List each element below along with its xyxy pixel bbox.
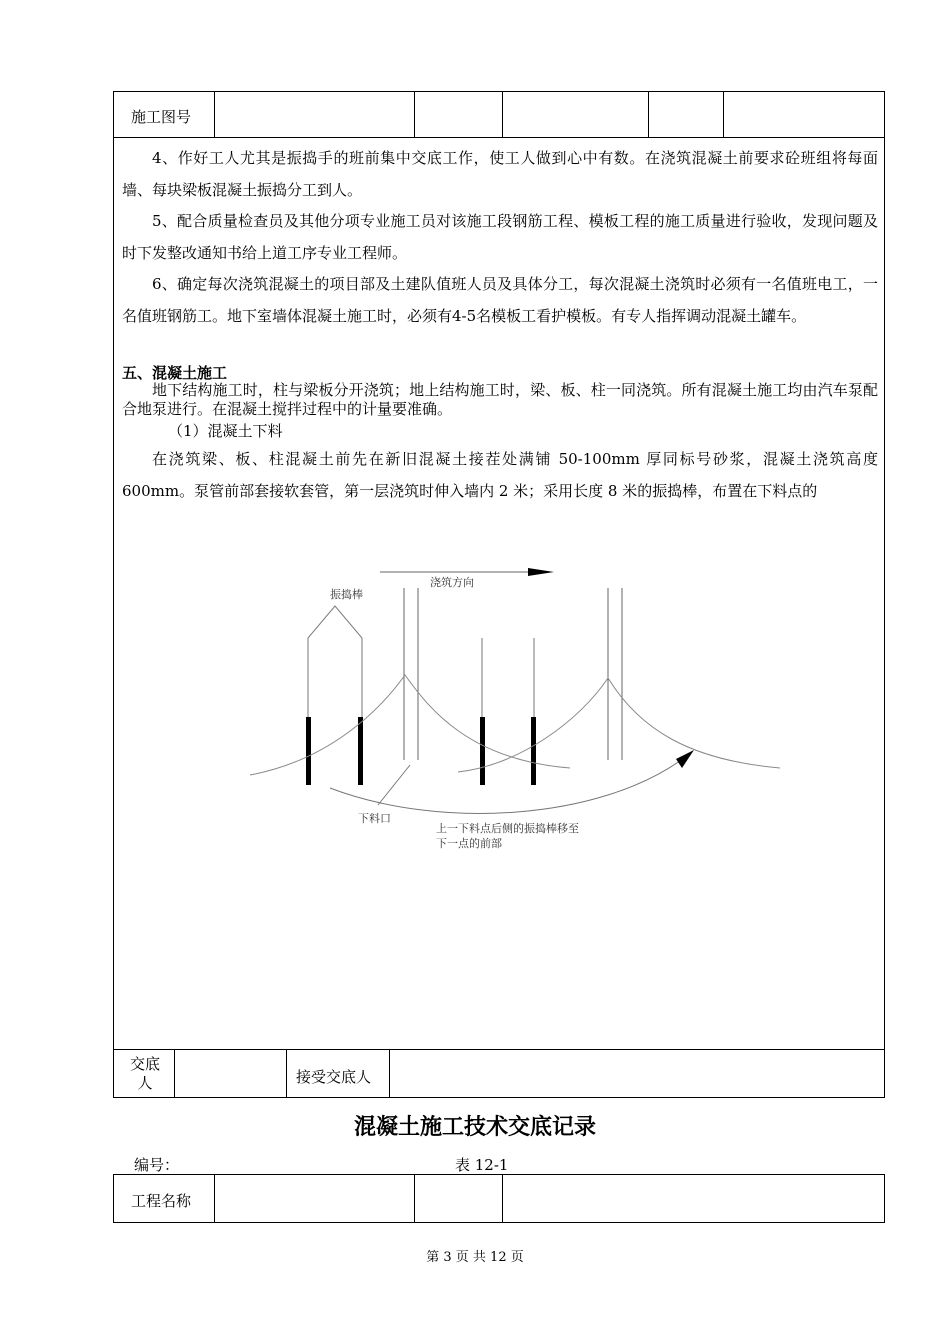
page-footer: 第 3 页 共 12 页: [426, 1250, 524, 1265]
header-divider: [214, 91, 215, 138]
table-number: 表 12-1: [455, 1156, 509, 1174]
receiver-label: 接受交底人: [296, 1068, 372, 1086]
form-title: 混凝土施工技术交底记录: [353, 1115, 596, 1140]
project-name-label: 工程名称: [131, 1192, 192, 1210]
project-divider: [214, 1174, 215, 1223]
subsection-1-body: 在浇筑梁、板、柱混凝土前先在新旧混凝土接茬处满铺 50-100mm 厚同标号砂浆，混凝土浇筑高度 600mm。泵管前部套接软套管，第一层浇筑时伸入墙内 2 米；采用长度 8 米的振捣棒，布置在下料点的: [122, 450, 878, 500]
note-line-2: 下一点的前部: [436, 837, 502, 850]
header-divider: [723, 91, 724, 138]
signature-divider: [389, 1049, 390, 1098]
project-divider: [414, 1174, 415, 1223]
vibrator-rod: [358, 717, 363, 785]
move-arrow-curve: [330, 758, 684, 813]
header-divider: [648, 91, 649, 138]
section-5-body: 地下结构施工时，柱与梁板分开浇筑；地上结构施工时，梁、板、柱一同浇筑。所有混凝土施工均由汽车泵配合地泵进行。在混凝土搅拌过程中的计量要准确。: [122, 381, 878, 418]
outlet-label: 下料口: [358, 812, 391, 825]
header-table: [113, 91, 885, 138]
move-arrowhead: [676, 750, 694, 768]
pouring-diagram: [240, 560, 800, 860]
vibrator-leader-line: [308, 606, 362, 720]
outlet-leader: [378, 765, 410, 805]
concrete-slope: [458, 678, 780, 772]
number-label: 编号：: [134, 1156, 180, 1174]
drawing-no-label: 施工图号: [131, 108, 192, 126]
section-5-heading: 五、混凝土施工: [122, 364, 228, 382]
note-line-1: 上一下料点后侧的振捣棒移至: [436, 822, 579, 835]
subsection-1-heading: （1）混凝土下料: [168, 422, 283, 440]
pour-direction-label: 浇筑方向: [430, 576, 474, 589]
signature-divider: [286, 1049, 287, 1098]
pour-direction-arrowhead: [528, 568, 554, 576]
project-table: [113, 1174, 885, 1223]
paragraph-6: 6、确定每次浇筑混凝土的项目部及土建队值班人员及具体分工，每次混凝土浇筑时必须有一名值班电工，一名值班钢筋工。地下室墙体混凝土施工时，必须有4-5名模板工看护模板。有专人指挥调动混凝土罐车。: [122, 275, 878, 325]
concrete-slope: [250, 675, 570, 775]
vibrator-label: 振捣棒: [330, 588, 363, 601]
header-divider: [502, 91, 503, 138]
handover-person-label: 交底人: [129, 1055, 160, 1092]
signature-divider: [174, 1049, 175, 1098]
project-divider: [502, 1174, 503, 1223]
header-divider: [414, 91, 415, 138]
vibrator-rod: [306, 717, 311, 785]
signature-row: [113, 1049, 885, 1098]
vibrator-rod: [480, 717, 485, 785]
paragraph-5: 5、配合质量检查员及其他分项专业施工员对该施工段钢筋工程、模板工程的施工质量进行验收，发现问题及时下发整改通知书给上道工序专业工程师。: [122, 212, 878, 262]
paragraph-4: 4、作好工人尤其是振捣手的班前集中交底工作，使工人做到心中有数。在浇筑混凝土前要求砼班组将每面墙、每块梁板混凝土振捣分工到人。: [122, 149, 878, 199]
vibrator-rod: [531, 717, 536, 785]
